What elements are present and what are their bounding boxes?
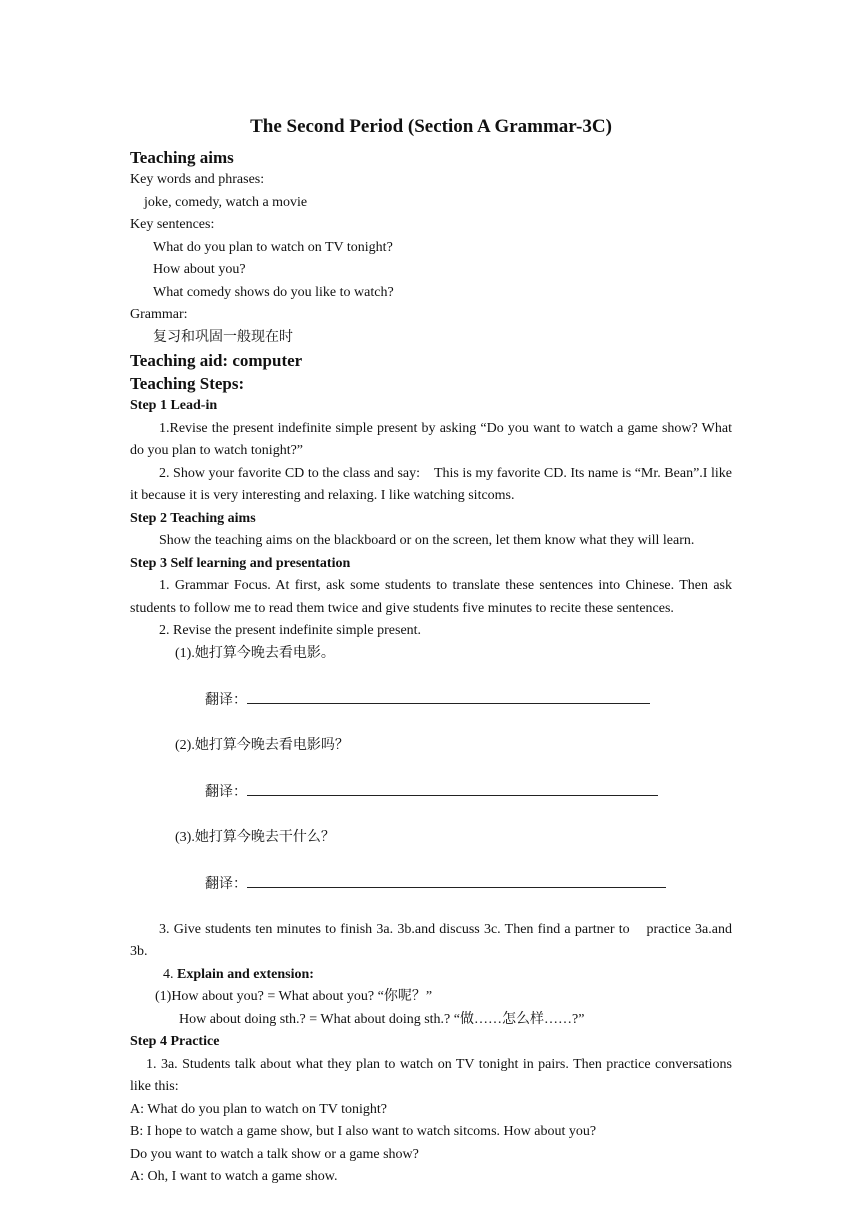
document-page <box>130 112 736 1189</box>
explain-extension-label: Explain and extension: <box>177 966 314 982</box>
step3-paragraph-5: (1)How about you? = What about you? “你呢？” <box>155 989 433 1004</box>
key-words-label: Key words and phrases: <box>130 172 265 187</box>
grammar-label: Grammar: <box>130 307 188 322</box>
key-sentence-2: How about you? <box>153 262 246 277</box>
teaching-aims-heading: Teaching aims <box>130 148 234 167</box>
dialog-line-2: B: I hope to watch a game show, but I also want to watch sitcoms. How about you? <box>130 1124 597 1139</box>
step3-paragraph-6: How about doing sth.? = What about doing sth.? “做……怎么样……?” <box>179 1011 585 1027</box>
dialog-line-4: A: Oh, I want to watch a game show. <box>130 1169 338 1184</box>
translation-label: 翻译： <box>205 784 247 800</box>
dialog-line-3: Do you want to watch a talk show or a game show? <box>130 1146 419 1162</box>
step1-paragraph-2: 2. Show your favorite CD to the class and say: This is my favorite CD. Its name is “Mr. Bean”.I like it because it is very interesting and relaxing. I like watching sitcoms. <box>130 465 736 503</box>
step4-heading: Step 4 Practice <box>130 1034 220 1049</box>
teaching-steps-heading: Teaching Steps: <box>130 374 245 393</box>
translation-row-3 <box>130 849 732 919</box>
step2-heading: Step 2 Teaching aims <box>130 510 256 526</box>
step3-item-number: 4. <box>163 966 177 982</box>
page-title: The Second Period (Section A Grammar-3C) <box>250 116 612 137</box>
translation-row-2 <box>130 757 732 827</box>
step1-paragraph-1: 1.Revise the present indefinite simple present by asking “Do you want to watch a game show? What do you plan to watch tonight?” <box>130 420 736 458</box>
answer-blank-1[interactable] <box>247 688 650 704</box>
step2-paragraph-1: Show the teaching aims on the blackboard or on the screen, let them know what they will learn. <box>159 533 695 548</box>
translation-question-2: (2).她打算今晚去看电影吗？ <box>175 737 349 753</box>
translation-row-1 <box>130 665 732 735</box>
dialog-line-1: A: What do you plan to watch on TV tonight? <box>130 1101 388 1117</box>
key-sentences-label: Key sentences: <box>130 217 215 232</box>
step3-paragraph-2: 2. Revise the present indefinite simple present. <box>159 623 422 638</box>
translation-label: 翻译： <box>205 876 247 892</box>
key-words: joke, comedy, watch a movie <box>144 194 308 210</box>
teaching-aid-heading: Teaching aid: computer <box>130 351 303 370</box>
key-sentence-3: What comedy shows do you like to watch? <box>153 284 394 300</box>
step3-paragraph-1: 1. Grammar Focus. At first, ask some students to translate these sentences into Chinese. Then ask students to follow me to read them twice and give students five minutes to recite these sentences. <box>130 578 736 616</box>
translation-question-1: (1).她打算今晚去看电影。 <box>175 645 335 661</box>
step3-paragraph-4 <box>130 964 732 987</box>
step3-paragraph-3: 3. Give students ten minutes to finish 3a. 3b.and discuss 3c. Then find a partner to practice 3a.and 3b. <box>130 921 736 959</box>
translation-question-3: (3).她打算今晚去干什么？ <box>175 829 335 845</box>
key-sentence-1: What do you plan to watch on TV tonight? <box>153 239 393 255</box>
step4-paragraph-1: 1. 3a. Students talk about what they plan to watch on TV tonight in pairs. Then practice conversations like this: <box>130 1056 736 1094</box>
grammar-text: 复习和巩固一般现在时 <box>153 329 293 345</box>
answer-blank-2[interactable] <box>247 780 658 796</box>
answer-blank-3[interactable] <box>247 872 666 888</box>
step1-heading: Step 1 Lead-in <box>130 398 218 413</box>
step3-heading: Step 3 Self learning and presentation <box>130 555 351 571</box>
translation-label: 翻译： <box>205 692 247 708</box>
